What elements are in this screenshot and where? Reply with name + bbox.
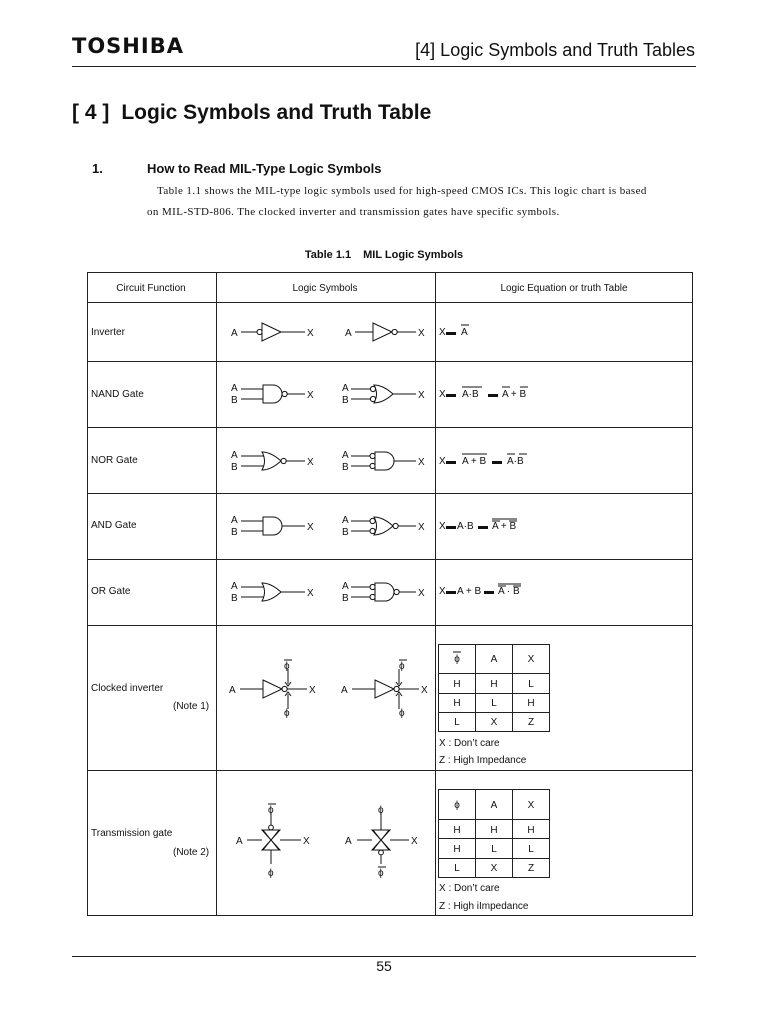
svg-text:ϕ: ϕ (454, 800, 460, 811)
svg-text:X: X (490, 863, 498, 874)
label-a: A (229, 685, 236, 696)
label-b: B (231, 527, 238, 538)
svg-text:H: H (453, 825, 461, 836)
row-or: OR Gate (91, 586, 131, 597)
svg-text:H: H (490, 825, 498, 836)
note-high-impedance: Z : High Impedance (439, 755, 527, 766)
label-x: X (411, 836, 418, 847)
label-b: B (342, 593, 349, 604)
label-x: X (418, 457, 425, 468)
note-dont-care: X : Don’t care (439, 883, 500, 894)
label-b: B (342, 462, 349, 473)
label-phi: ϕ (284, 708, 290, 719)
label-x: X (418, 588, 425, 599)
clocked-inverter-symbol-2 (352, 669, 419, 709)
table-caption-title: MIL Logic Symbols (363, 249, 464, 261)
nor-symbol-1 (241, 452, 305, 470)
label-a: A (345, 328, 352, 339)
col-header-symbols: Logic Symbols (292, 283, 358, 294)
label-phi-bar: ϕ (378, 868, 384, 879)
svg-text:▬: ▬ (488, 389, 498, 400)
label-a: A (231, 515, 238, 526)
svg-text:Z: Z (527, 863, 535, 874)
label-phi-bar: ϕ (399, 661, 405, 672)
table-caption (0, 249, 768, 261)
label-x: X (421, 685, 428, 696)
nand-symbol-1 (241, 385, 305, 403)
col-header-equation: Logic Equation or truth Table (500, 283, 628, 294)
transmission-truth-table (438, 789, 550, 912)
intro-paragraph: Table 1.1 shows the MIL-type logic symbols used for high-speed CMOS ICs. This logic chart is based on MIL-STD-806. The clocked inverter and transmission gates have specific symbols. (147, 185, 647, 218)
svg-text:A · B: A · B (498, 586, 520, 597)
svg-text:A + B: A + B (457, 586, 482, 597)
label-phi-bar: ϕ (268, 805, 274, 816)
row-inverter: Inverter (91, 327, 125, 338)
svg-text:▬: ▬ (492, 456, 502, 467)
nor-symbol-2 (351, 452, 416, 470)
label-x: X (307, 522, 314, 533)
label-x: X (307, 328, 314, 339)
label-x: X (307, 390, 314, 401)
label-x: X (418, 522, 425, 533)
label-a: A (231, 450, 238, 461)
nand-symbol-2 (351, 385, 416, 403)
svg-text:X: X (439, 456, 446, 467)
svg-text:A·B: A·B (457, 521, 474, 532)
or-symbol-2 (351, 583, 416, 601)
svg-text:L: L (491, 844, 497, 855)
svg-text:A + B: A + B (492, 521, 517, 532)
svg-text:L: L (528, 679, 534, 690)
transmission-gate-symbol-2 (357, 812, 409, 864)
label-a: A (341, 685, 348, 696)
label-x: X (418, 328, 425, 339)
table-caption-label: Table 1.1 (304, 249, 352, 261)
svg-text:X: X (490, 717, 498, 728)
svg-text:H: H (490, 679, 498, 690)
chapter-heading (72, 101, 431, 125)
svg-text:H: H (527, 698, 535, 709)
inverter-symbol-2 (355, 323, 416, 341)
label-b: B (342, 527, 349, 538)
row-and: AND Gate (91, 520, 137, 531)
or-symbol-1 (241, 583, 305, 601)
equations (439, 325, 528, 597)
label-a: A (231, 581, 238, 592)
col-header-function: Circuit Function (116, 283, 186, 294)
clocked-truth-table (438, 644, 550, 766)
row-nand: NAND Gate (91, 389, 144, 400)
row-clocked-inverter: Clocked inverter (91, 683, 164, 694)
label-phi-bar: ϕ (284, 661, 290, 672)
svg-text:X: X (439, 521, 446, 532)
svg-text:H: H (527, 825, 535, 836)
label-x: X (307, 457, 314, 468)
svg-text:▬: ▬ (446, 389, 456, 400)
svg-text:X: X (439, 389, 446, 400)
label-b: B (231, 462, 238, 473)
chapter-number: [ 4 ] (72, 101, 110, 124)
label-x: X (309, 685, 316, 696)
svg-text:X: X (527, 800, 535, 811)
transmission-gate-symbol-1 (247, 812, 301, 864)
svg-text:H: H (453, 679, 461, 690)
label-a: A (231, 383, 238, 394)
label-a: A (236, 836, 243, 847)
label-a: A (342, 383, 349, 394)
svg-text:A: A (461, 327, 468, 338)
svg-text:▬: ▬ (446, 586, 456, 597)
label-b: B (231, 395, 238, 406)
page-number: 55 (376, 958, 392, 974)
label-a: A (231, 328, 238, 339)
section-title: How to Read MIL-Type Logic Symbols (147, 161, 382, 176)
svg-text:A·B: A·B (462, 389, 479, 400)
svg-text:H: H (453, 844, 461, 855)
svg-text:A: A (490, 654, 498, 665)
label-a: A (345, 836, 352, 847)
label-x: X (303, 836, 310, 847)
label-phi: ϕ (378, 805, 384, 816)
svg-text:▬: ▬ (446, 521, 456, 532)
label-x: X (307, 588, 314, 599)
and-symbol-2 (351, 517, 416, 535)
svg-text:A + B: A + B (502, 389, 527, 400)
svg-text:A: A (490, 800, 498, 811)
clocked-inverter-symbol-1 (240, 669, 307, 709)
header-rule (72, 66, 696, 67)
label-a: A (342, 515, 349, 526)
note-1: (Note 1) (173, 701, 210, 712)
svg-text:L: L (454, 717, 460, 728)
label-phi: ϕ (268, 868, 274, 879)
svg-text:A·B: A·B (507, 456, 524, 467)
toshiba-logo: TOSHIBA (72, 34, 184, 58)
row-transmission-gate: Transmission gate (91, 828, 173, 839)
svg-text:A + B: A + B (462, 456, 487, 467)
svg-text:X: X (527, 654, 535, 665)
svg-text:L: L (454, 863, 460, 874)
svg-text:L: L (528, 844, 534, 855)
svg-text:▬: ▬ (484, 586, 494, 597)
header-section-title: [4] Logic Symbols and Truth Tables (415, 40, 695, 60)
logic-symbols-table (87, 272, 695, 918)
and-symbol-1 (241, 517, 305, 535)
row-nor: NOR Gate (91, 455, 138, 466)
label-x: X (418, 390, 425, 401)
svg-text:H: H (453, 698, 461, 709)
svg-text:ϕ: ϕ (454, 654, 460, 665)
svg-text:▬: ▬ (478, 521, 488, 532)
svg-text:L: L (491, 698, 497, 709)
label-b: B (342, 395, 349, 406)
label-a: A (342, 450, 349, 461)
svg-text:X: X (439, 586, 446, 597)
section-number: 1. (92, 161, 103, 176)
svg-text:X: X (439, 327, 446, 338)
svg-text:▬: ▬ (446, 327, 456, 338)
note-2: (Note 2) (173, 847, 210, 858)
label-b: B (231, 593, 238, 604)
chapter-title: Logic Symbols and Truth Table (121, 101, 432, 124)
label-phi: ϕ (399, 708, 405, 719)
note-dont-care: X : Don’t care (439, 738, 500, 749)
label-a: A (342, 581, 349, 592)
inverter-symbol-1 (241, 323, 305, 341)
note-high-impedance: Z : High iImpedance (439, 901, 529, 912)
footer-rule (72, 956, 696, 957)
svg-text:Z: Z (527, 717, 535, 728)
svg-text:▬: ▬ (446, 456, 456, 467)
